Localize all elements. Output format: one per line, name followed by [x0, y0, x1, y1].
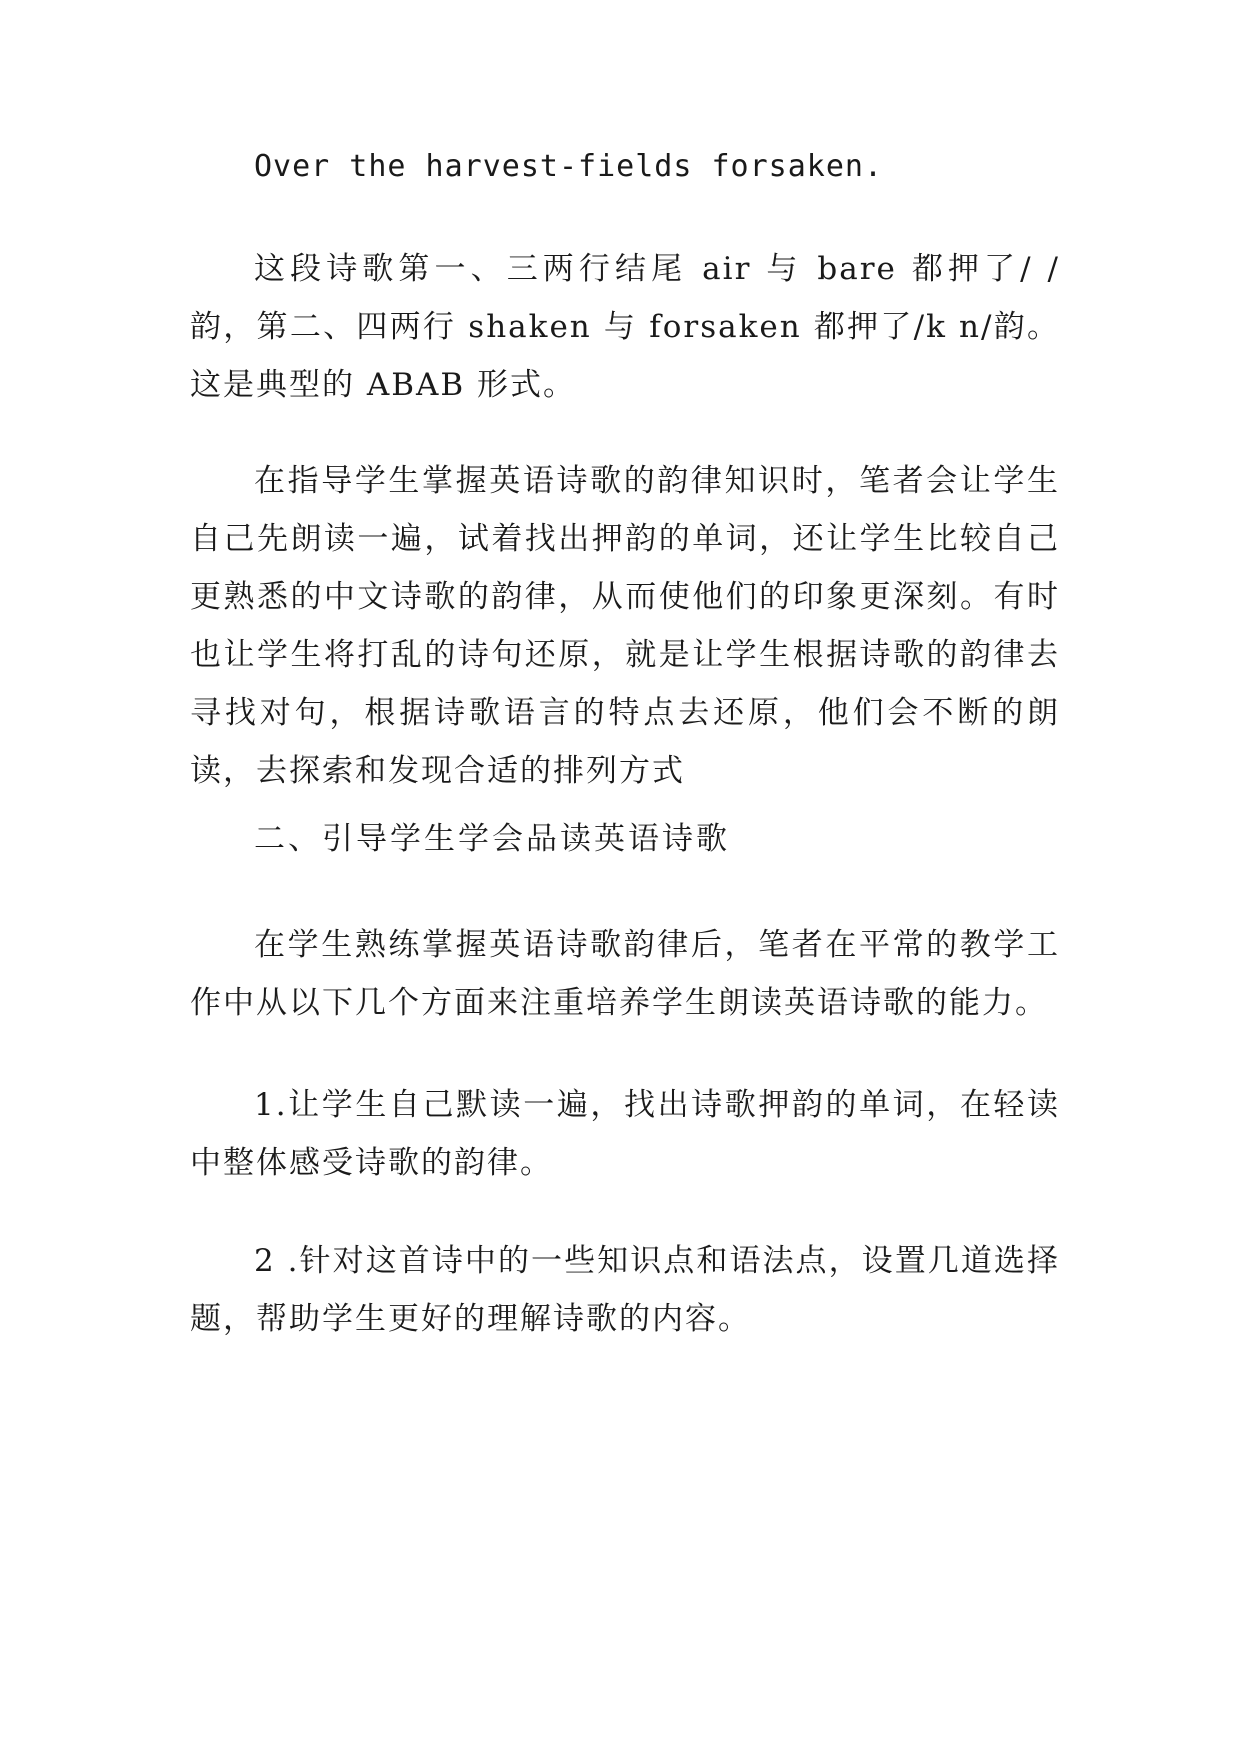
list-item-1: 1.让学生自己默读一遍，找出诗歌押韵的单词，在轻读中整体感受诗歌的韵律。: [190, 1087, 1060, 1181]
teaching-method-paragraph: 在指导学生掌握英语诗歌的韵律知识时，笔者会让学生自己先朗读一遍，试着找出押韵的单词，还让学生比较自己更熟悉的中文诗歌的韵律，从而使他们的印象更深刻。有时也让学生将打乱的诗句还原，就是让学生根据诗歌的韵律去寻找对句，根据诗歌语言的特点去还原，他们会不断的朗读，去探索和发现合适的排列方式: [190, 463, 1060, 789]
rhyme-analysis-paragraph: 这段诗歌第一、三两行结尾 air 与 bare 都押了/ /韵，第二、四两行 shaken 与 forsaken 都押了/k n/韵。这是典型的 ABAB 形式。: [190, 251, 1060, 403]
list-item-2: 2 .针对这首诗中的一些知识点和语法点，设置几道选择题，帮助学生更好的理解诗歌的内容。: [190, 1243, 1060, 1337]
verse-line: Over the harvest-fields forsaken.: [254, 149, 884, 184]
section-heading: 二、引导学生学会品读英语诗歌: [254, 821, 730, 857]
section-intro-paragraph: 在学生熟练掌握英语诗歌韵律后，笔者在平常的教学工作中从以下几个方面来注重培养学生朗读英语诗歌的能力。: [190, 927, 1060, 1021]
